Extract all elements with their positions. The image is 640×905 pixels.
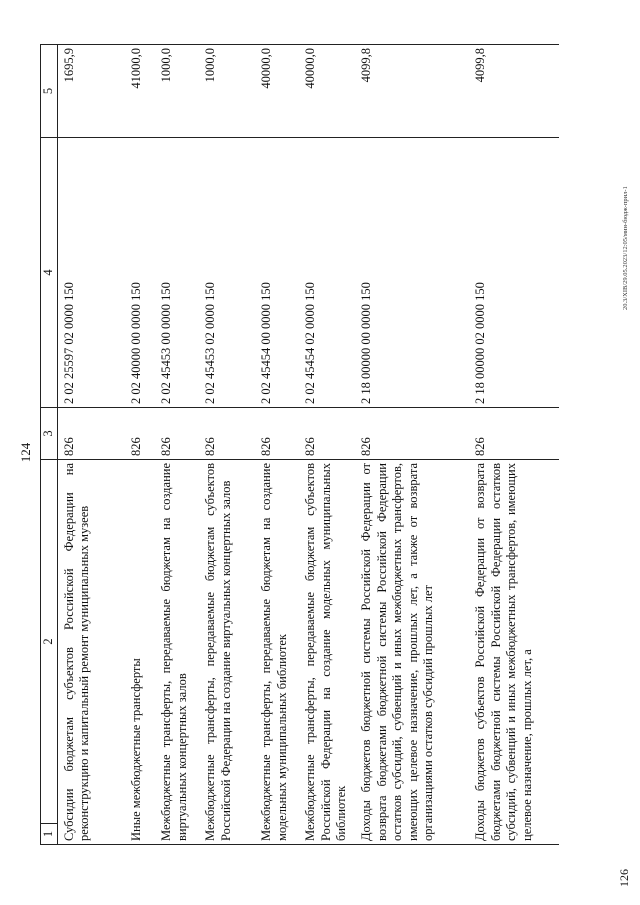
column-header-4: 4 (41, 138, 58, 408)
row-admin-code: 826 (299, 408, 355, 460)
budget-table (40, 44, 559, 845)
row-amount: 40000,0 (299, 45, 355, 138)
row-budget-code: 2 02 40000 00 0000 150 (125, 138, 155, 408)
table-row (355, 45, 469, 845)
row-budget-code: 2 02 45454 02 0000 150 (299, 138, 355, 408)
row-budget-code: 2 02 25597 02 0000 150 (57, 138, 125, 408)
row-admin-code: 826 (57, 408, 125, 460)
row-name: Субсидии бюджетам субъектов Российской Федерации на реконструкцию и капитальный ремонт муниципальных музеев (57, 460, 125, 845)
table-row (155, 45, 199, 845)
row-budget-code: 2 02 45453 02 0000 150 (199, 138, 255, 408)
table-row (469, 45, 559, 845)
table-row (57, 45, 125, 845)
table-row (125, 45, 155, 845)
column-header-2: 2 (41, 638, 55, 645)
column-header-1-2 (41, 460, 58, 845)
row-admin-code: 826 (199, 408, 255, 460)
row-admin-code: 826 (255, 408, 299, 460)
row-name: Межбюджетные трансферты, передаваемые бюджетам субъектов Российской Федерации на создание модельных муниципальных библиотек (299, 460, 355, 845)
row-amount: 4099,8 (469, 45, 559, 138)
bottom-page-number: 126 (617, 869, 631, 887)
row-budget-code: 2 02 45453 00 0000 150 (155, 138, 199, 408)
table-body (57, 45, 559, 845)
row-admin-code: 826 (155, 408, 199, 460)
column-header-3: 3 (41, 408, 58, 460)
column-header-5: 5 (41, 45, 58, 138)
row-name: Доходы бюджетов субъектов Российской Федерации от возврата бюджетами бюджетной системы Российской Федерации остатков субсидий, субвенций и иных межбюджетных трансфертов, имеющих целевое назначение, прошлых лет, а (469, 460, 559, 845)
row-budget-code: 2 18 00000 00 0000 150 (355, 138, 469, 408)
row-budget-code: 2 18 00000 02 0000 150 (469, 138, 559, 408)
row-name: Иные межбюджетные трансферты (125, 460, 155, 845)
page-number: 124 (18, 442, 33, 463)
table-row (199, 45, 255, 845)
row-admin-code: 826 (355, 408, 469, 460)
row-amount: 1000,0 (199, 45, 255, 138)
column-header-1: 1 (41, 823, 57, 844)
row-amount: 40000,0 (255, 45, 299, 138)
row-name: Межбюджетные трансферты, передаваемые бюджетам на создание виртуальных концертных залов (155, 460, 199, 845)
table-row (255, 45, 299, 845)
row-amount: 41000,0 (125, 45, 155, 138)
row-amount: 1000,0 (155, 45, 199, 138)
row-name: Межбюджетные трансферты, передаваемые бюджетам субъектов Российской Федерации на создание виртуальных концертных залов (199, 460, 255, 845)
row-name: Межбюджетные трансферты, передаваемые бюджетам на создание модельных муниципальных библиотек (255, 460, 299, 845)
row-amount: 1695,9 (57, 45, 125, 138)
row-admin-code: 826 (125, 408, 155, 460)
header-row (41, 45, 58, 845)
row-amount: 4099,8 (355, 45, 469, 138)
table-row (299, 45, 355, 845)
row-name: Доходы бюджетов бюджетной системы Российской Федерации от возврата бюджетами бюджетной системы Российской Федерации остатков субсидий, субвенций и иных межбюджетных трансфертов, имеющих целевое назначение, прошлых лет, а также от возврата организациями остатков субсидий прошлых лет (355, 460, 469, 845)
row-admin-code: 826 (469, 408, 559, 460)
row-budget-code: 2 02 45454 00 0000 150 (255, 138, 299, 408)
side-file-stamp: 20.3/XIB/29.05.2023/12:05/мин-бюдж-прил-1 (622, 186, 629, 310)
